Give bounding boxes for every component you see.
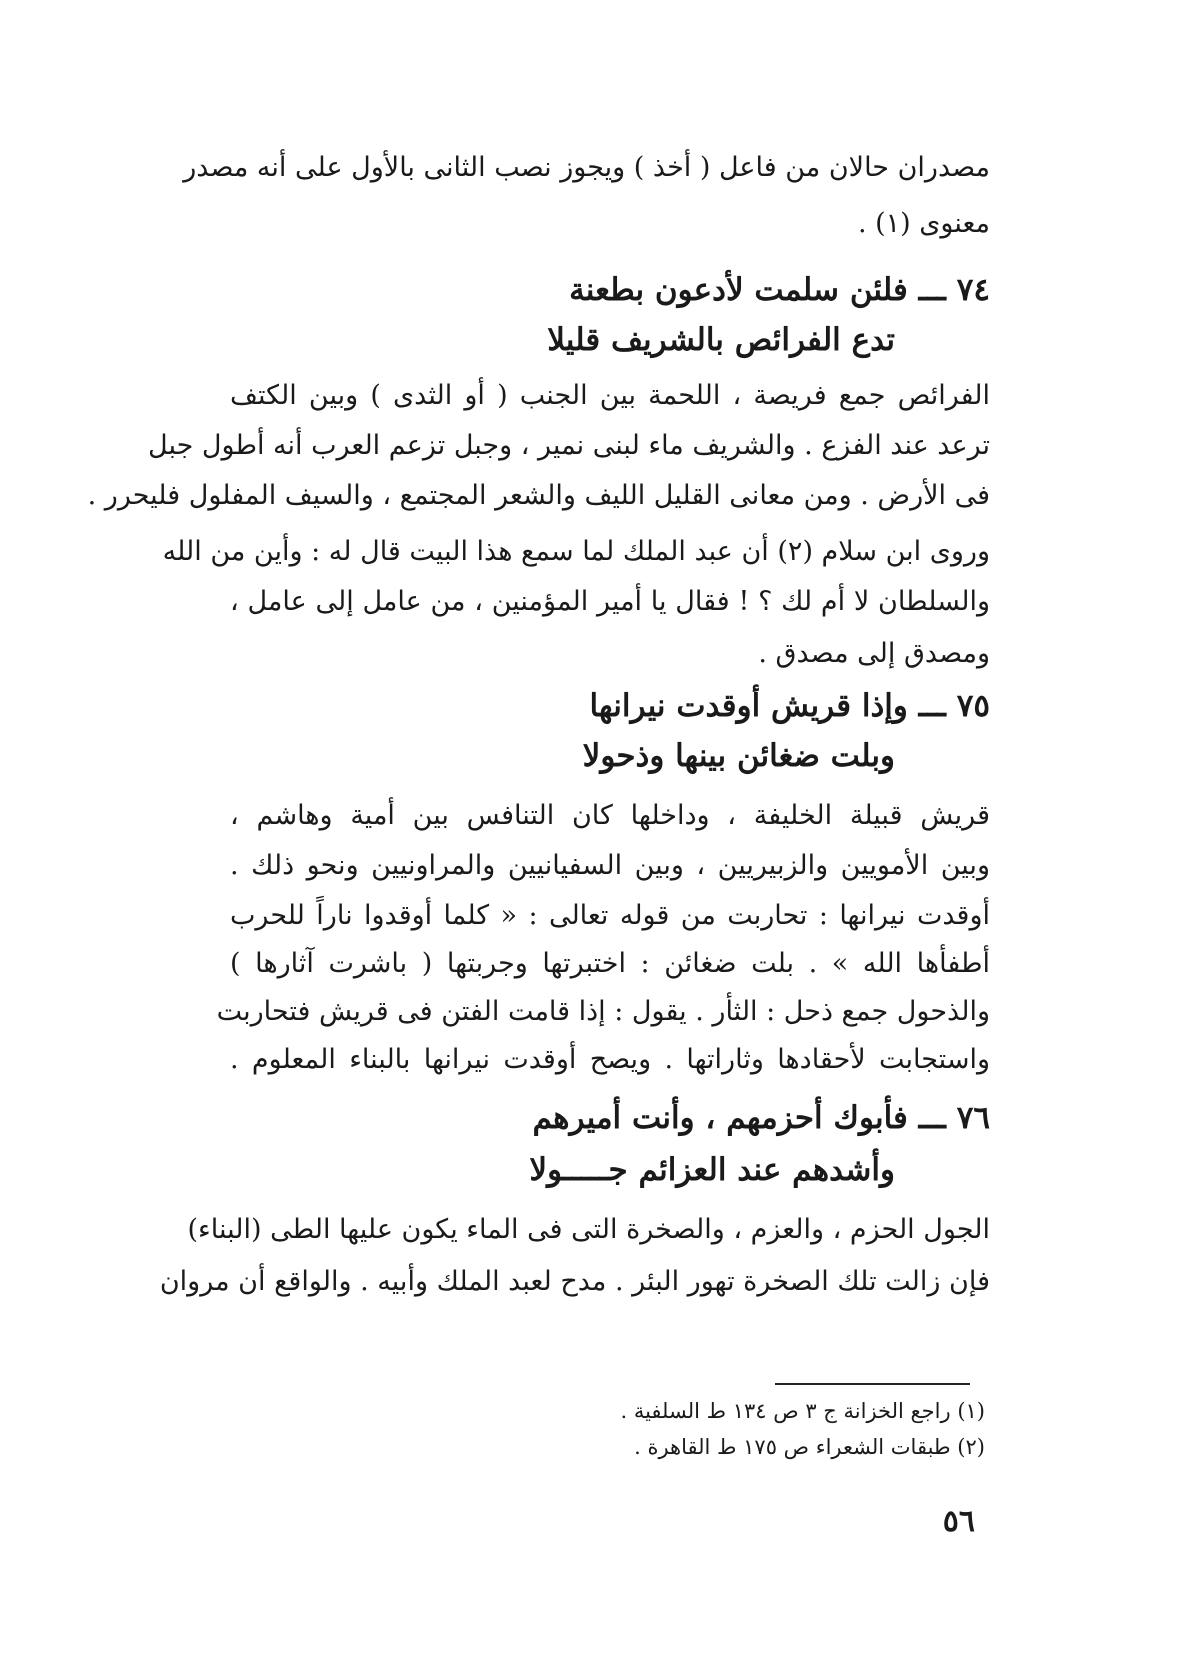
footnote-separator (775, 1383, 970, 1385)
text-line: واستجابت لأحقادها وثاراتها . ويصح أوقدت نيرانها بالبناء المعلوم . (230, 1044, 990, 1075)
text-line: وروى ابن سلام (٢) أن عبد الملك لما سمع هذا البيت قال له : وأين من الله (162, 536, 990, 567)
verse-first-half: ٧٦ ـــ فأبوك أحزمهم ، وأنت أميرهم (532, 1100, 990, 1136)
verse-first-half: ٧٥ ـــ وإذا قريش أوقدت نيرانها (589, 688, 990, 724)
text-line: قريش قبيلة الخليفة ، وداخلها كان التنافس بين أمية وهاشم ، (230, 800, 990, 831)
text-line: الجول الحزم ، والعزم ، والصخرة التى فى الماء يكون عليها الطى (البناء) (187, 1214, 990, 1245)
text-line: أطفأها الله » . بلت ضغائن : اختبرتها وجربتها ( باشرت آثارها ) (230, 948, 990, 979)
text-line: معنوى (١) . (857, 208, 990, 239)
text-line: ومصدق إلى مصدق . (758, 638, 990, 669)
verse-first-half: ٧٤ ـــ فلئن سلمت لأدعون بطعنة (569, 272, 990, 308)
text-line: والذحول جمع ذحل : الثأر . يقول : إذا قامت الفتن فى قريش فتحاربت (216, 996, 990, 1027)
footnote: (٢) طبقات الشعراء ص ١٧٥ ط القاهرة . (634, 1435, 985, 1459)
text-line: وبين الأمويين والزبيريين ، وبين السفيانيين والمراونيين ونحو ذلك . (230, 850, 990, 881)
text-line: والسلطان لا أم لك ؟ ! فقال يا أمير المؤمنين ، من عامل إلى عامل ، (230, 586, 990, 617)
verse-second-half: وبلت ضغائن بينها وذحولا (582, 738, 895, 774)
verse-second-half: وأشدهم عند العزائم جـــــولا (529, 1152, 895, 1188)
text-line: ترعد عند الفزع . والشريف ماء لبنى نمير ، وجبل تزعم العرب أنه أطول جبل (148, 430, 990, 461)
verse-second-half: تدع الفرائص بالشريف قليلا (547, 322, 895, 358)
text-line: الفرائص جمع فريصة ، اللحمة بين الجنب ( أو الثدى ) وبين الكتف (230, 380, 990, 411)
text-line: مصدران حالان من فاعل ( أخذ ) ويجوز نصب الثانى بالأول على أنه مصدر (183, 152, 990, 183)
footnote: (١) راجع الخزانة ج ٣ ص ١٣٤ ط السلفية . (620, 1399, 985, 1423)
text-line: فى الأرض . ومن معانى القليل الليف والشعر المجتمع ، والسيف المفلول فليحرر . (87, 480, 990, 511)
text-line: فإن زالت تلك الصخرة تهور البئر . مدح لعبد الملك وأبيه . والواقع أن مروان (159, 1266, 990, 1297)
text-line: أوقدت نيرانها : تحاربت من قوله تعالى : « كلما أوقدوا ناراً للحرب (230, 900, 990, 931)
page-number: ٥٦ (942, 1504, 975, 1539)
